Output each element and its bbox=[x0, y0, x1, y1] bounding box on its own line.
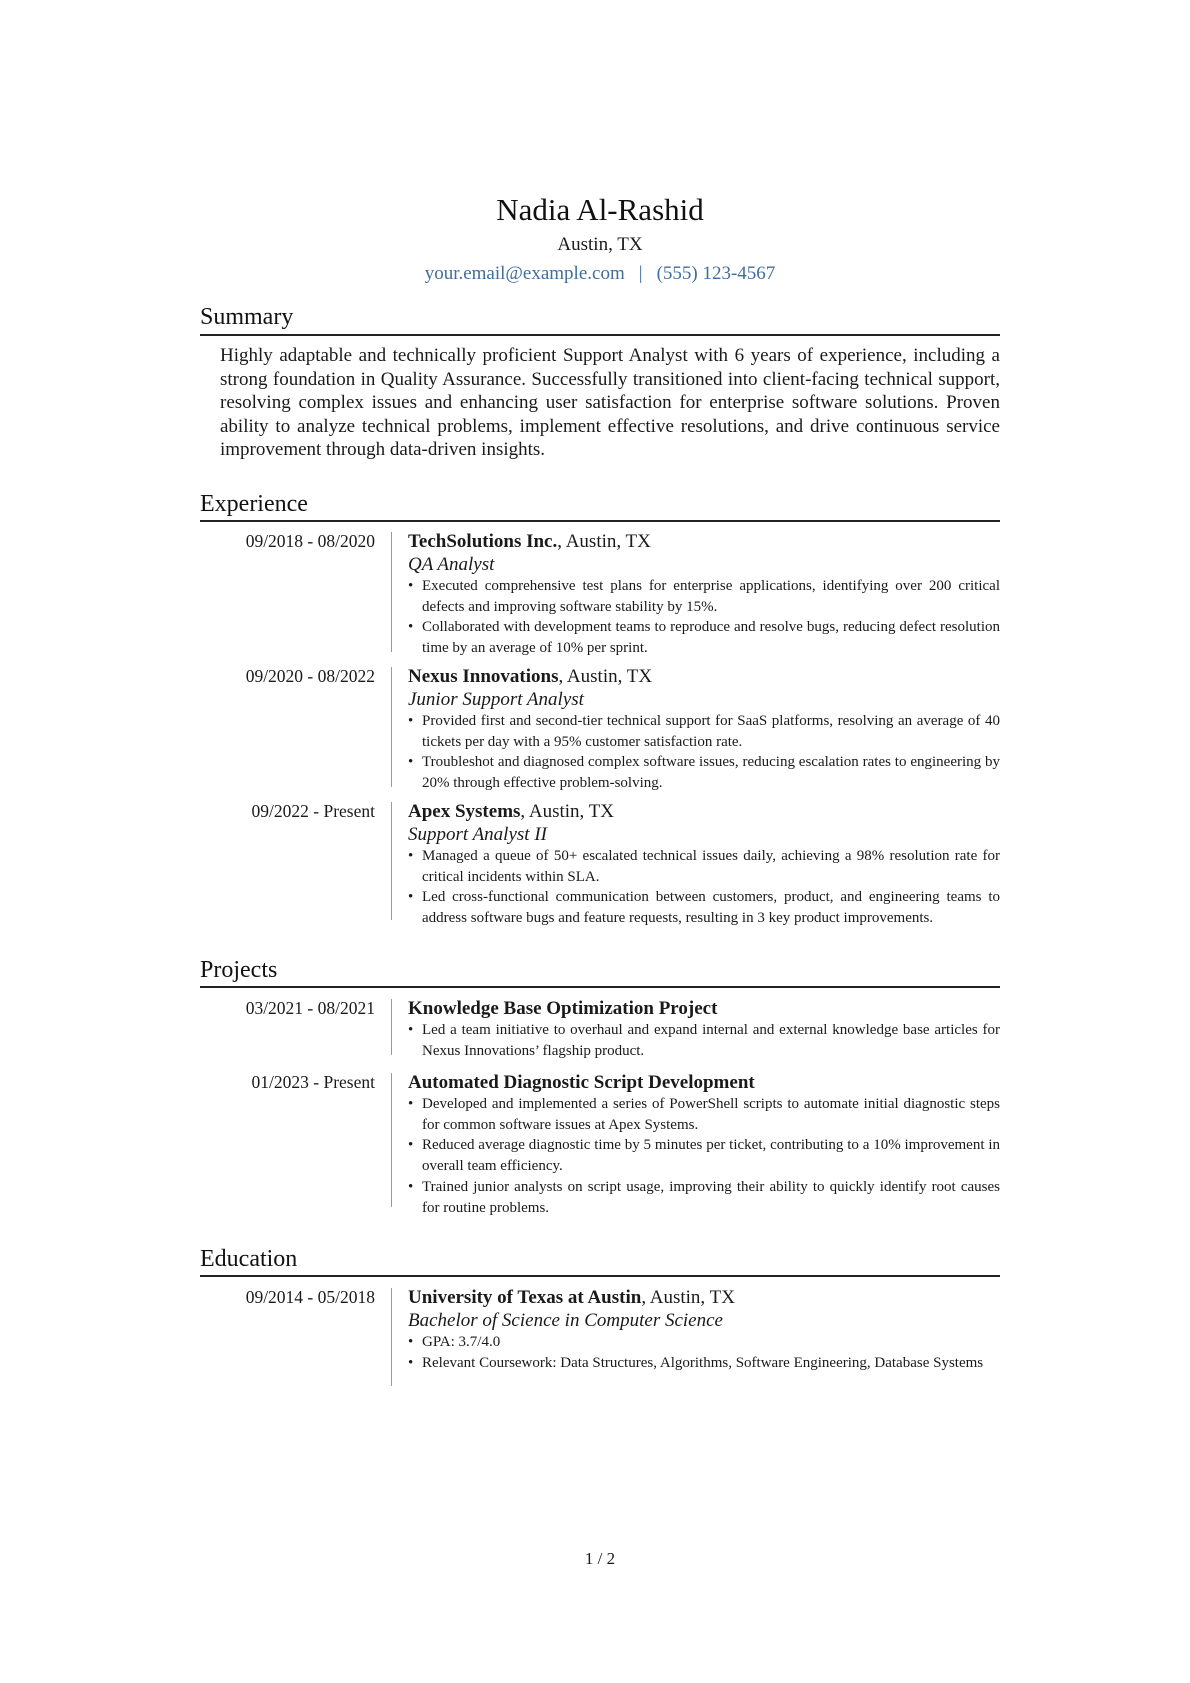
entry-timeline-line bbox=[391, 1073, 392, 1207]
job-title: Junior Support Analyst bbox=[408, 689, 584, 710]
entry-timeline-line bbox=[391, 532, 392, 652]
list-item: • Collaborated with development teams to reproduce and resolve bugs, reducing defect resolution time by an average of 10% per sprint. bbox=[408, 619, 1000, 657]
section-title-projects: Projects bbox=[200, 957, 278, 983]
entry-date: 03/2021 - 08/2021 bbox=[245, 998, 375, 1018]
entry-date: 09/2020 - 08/2022 bbox=[245, 666, 375, 686]
school-location: , Austin, TX bbox=[641, 1287, 735, 1308]
list-item: • Managed a queue of 50+ escalated technical issues daily, achieving a 98% resolution rate for critical incidents within SLA. bbox=[408, 848, 1000, 885]
entry-heading bbox=[408, 800, 1000, 823]
school-name: University of Texas at Austin bbox=[408, 1287, 642, 1308]
list-item: • Developed and implemented a series of PowerShell scripts to automate initial diagnostic steps for common software issues at Apex Systems. bbox=[408, 1096, 1000, 1133]
project-name: Automated Diagnostic Script Development bbox=[408, 1072, 755, 1093]
entry-content bbox=[408, 1286, 1000, 1373]
list-item: • Led a team initiative to overhaul and expand internal and external knowledge base articles for Nexus Innovations’ flagship product. bbox=[408, 1022, 1000, 1059]
list-item: • Relevant Coursework: Data Structures, Algorithms, Software Engineering, Database Systems bbox=[408, 1354, 984, 1371]
company-location: , Austin, TX bbox=[520, 801, 615, 822]
list-item: • GPA: 3.7/4.0 bbox=[408, 1334, 501, 1350]
entry-content bbox=[408, 997, 1000, 1061]
entry-content bbox=[408, 1071, 1000, 1218]
list-item: • Reduced average diagnostic time by 5 minutes per ticket, contributing to a 10% improvement in overall team efficiency. bbox=[408, 1137, 1000, 1175]
company-name: Nexus Innovations bbox=[408, 666, 559, 687]
contact-line bbox=[200, 262, 1000, 286]
entry-content bbox=[408, 800, 1000, 929]
entry-timeline-line bbox=[391, 999, 392, 1055]
bullet-list bbox=[408, 846, 1000, 929]
section-divider bbox=[200, 986, 1000, 988]
entry-content bbox=[408, 530, 1000, 659]
list-item: • Led cross-functional communication between customers, product, and engineering teams to address software bugs and feature requests, resulting in 3 key product improvements. bbox=[408, 889, 1000, 927]
bullet-list bbox=[408, 1332, 1000, 1373]
entry-date: 09/2022 - Present bbox=[251, 801, 375, 821]
candidate-location: Austin, TX bbox=[557, 234, 643, 255]
list-item: • Provided first and second-tier technical support for SaaS platforms, resolving an average of 40 tickets per day with a 95% customer satisfaction rate. bbox=[408, 713, 1000, 750]
entry-timeline-line bbox=[391, 667, 392, 787]
entry-date: 09/2014 - 05/2018 bbox=[245, 1287, 375, 1307]
entry-heading bbox=[408, 665, 1000, 688]
job-title: QA Analyst bbox=[408, 554, 495, 575]
entry-date: 09/2018 - 08/2020 bbox=[245, 531, 375, 551]
bullet-list bbox=[408, 1020, 1000, 1061]
section-title-experience: Experience bbox=[200, 491, 308, 517]
phone-link[interactable]: (555) 123-4567 bbox=[656, 263, 776, 284]
summary-text: Highly adaptable and technically proficient Support Analyst with 6 years of experience, including a strong foundation in Quality Assurance. Successfully transitioned into client-facing technical support, resolving complex issues and enhancing user satisfaction for enterprise software solutions. Proven ability to analyze technical problems, implement effective resolutions, and drive continuous service improvement through data-driven insights. bbox=[220, 345, 1000, 460]
entry-heading bbox=[408, 530, 1000, 553]
section-divider bbox=[200, 334, 1000, 336]
bullet-list bbox=[408, 711, 1000, 794]
section-title-education: Education bbox=[200, 1246, 298, 1272]
contact-separator: | bbox=[638, 263, 643, 284]
company-name: Apex Systems bbox=[408, 801, 521, 822]
bullet-list bbox=[408, 576, 1000, 659]
entry-date: 01/2023 - Present bbox=[251, 1072, 375, 1092]
entry-content bbox=[408, 665, 1000, 794]
degree-title: Bachelor of Science in Computer Science bbox=[408, 1310, 723, 1331]
list-item: • Executed comprehensive test plans for enterprise applications, identifying over 200 critical defects and improving software stability by 15%. bbox=[408, 578, 1000, 615]
list-item: • Trained junior analysts on script usage, improving their ability to quickly identify root causes for routine problems. bbox=[408, 1178, 1000, 1216]
candidate-name: Nadia Al-Rashid bbox=[496, 192, 704, 227]
company-name: TechSolutions Inc. bbox=[408, 531, 558, 552]
entry-heading bbox=[408, 1286, 1000, 1309]
entry-timeline-line bbox=[391, 1288, 392, 1386]
entry-heading bbox=[408, 997, 1000, 1020]
section-title-summary: Summary bbox=[200, 304, 294, 330]
email-link[interactable]: your.email@example.com bbox=[424, 263, 625, 284]
bullet-list bbox=[408, 1094, 1000, 1218]
section-divider bbox=[200, 1275, 1000, 1277]
company-location: , Austin, TX bbox=[557, 531, 651, 552]
job-title: Support Analyst II bbox=[408, 824, 547, 845]
entry-timeline-line bbox=[391, 802, 392, 920]
project-name: Knowledge Base Optimization Project bbox=[408, 998, 718, 1019]
list-item: • Troubleshot and diagnosed complex software issues, reducing escalation rates to engineering by 20% through effective problem-solving. bbox=[408, 754, 1000, 792]
entry-heading bbox=[408, 1071, 1000, 1094]
section-divider bbox=[200, 520, 1000, 522]
page-number: 1 / 2 bbox=[584, 1549, 616, 1568]
company-location: , Austin, TX bbox=[558, 666, 653, 687]
